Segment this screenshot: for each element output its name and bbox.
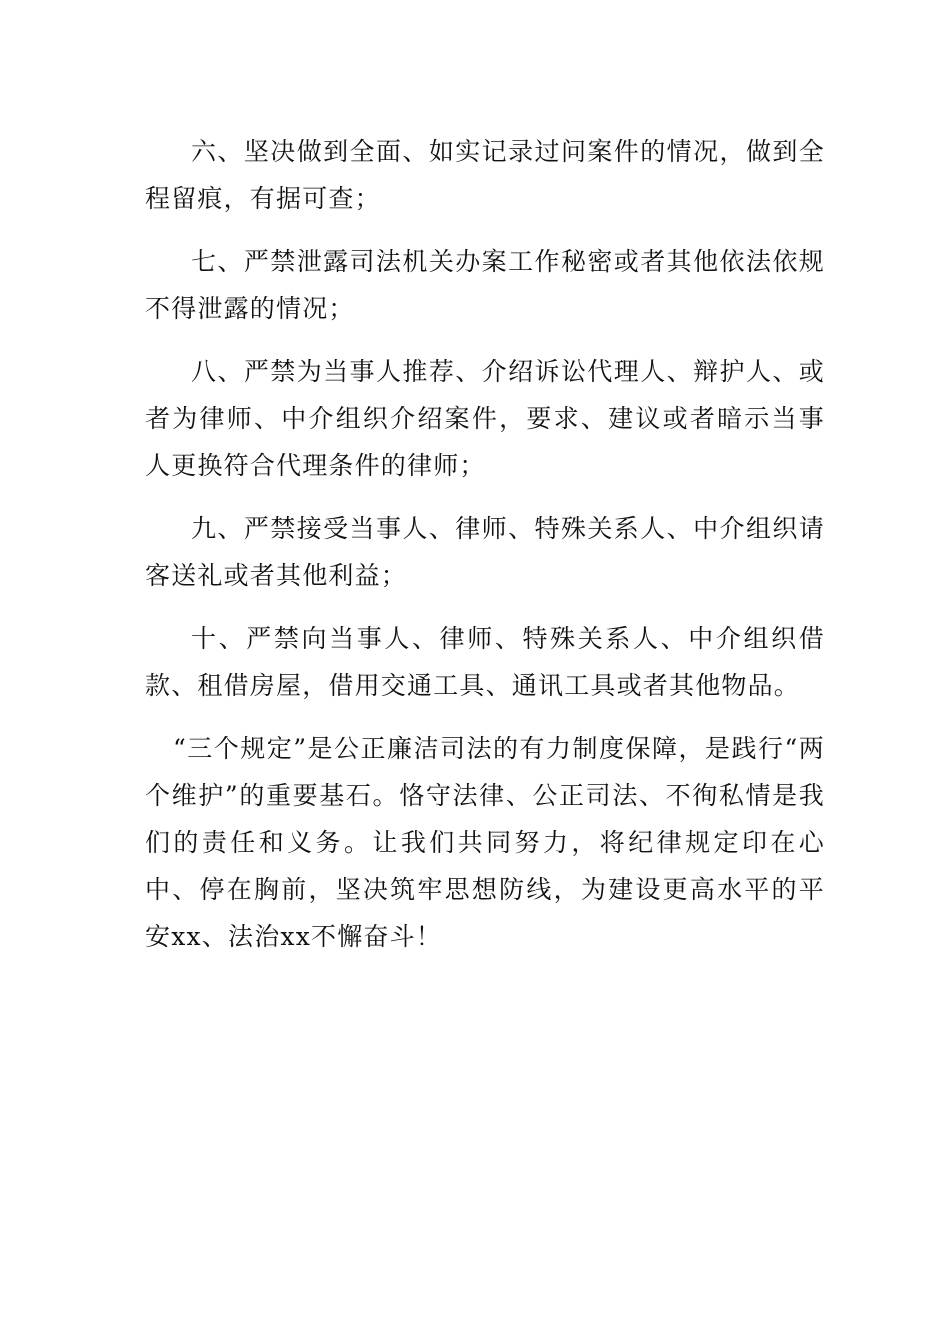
document-body [145,128,825,976]
paragraph-item-6: 六、坚决做到全面、如实记录过问案件的情况，做到全程留痕，有据可查； [145,137,825,213]
paragraph-item-9: 九、严禁接受当事人、律师、特殊关系人、中介组织请客送礼或者其他利益； [145,514,825,590]
paragraph-item-8: 八、严禁为当事人推荐、介绍诉讼代理人、辩护人、或者为律师、中介组织介绍案件，要求、建议或者暗示当事人更换符合代理条件的律师； [145,357,825,480]
paragraph-item-10: 十、严禁向当事人、律师、特殊关系人、中介组织借款、租借房屋，借用交通工具、通讯工具或者其他物品。 [145,624,825,700]
paragraph-item-7: 七、严禁泄露司法机关办案工作秘密或者其他依法依规不得泄露的情况； [145,247,825,323]
closing-paragraph: “三个规定”是公正廉洁司法的有力制度保障，是践行“两个维护”的重要基石。恪守法律、公正司法、不徇私情是我们的责任和义务。让我们共同努力，将纪律规定印在心中、停在胸前，坚决筑牢思想防线，为建设更高水平的平安xx、法治xx不懈奋斗！ [145,734,825,951]
